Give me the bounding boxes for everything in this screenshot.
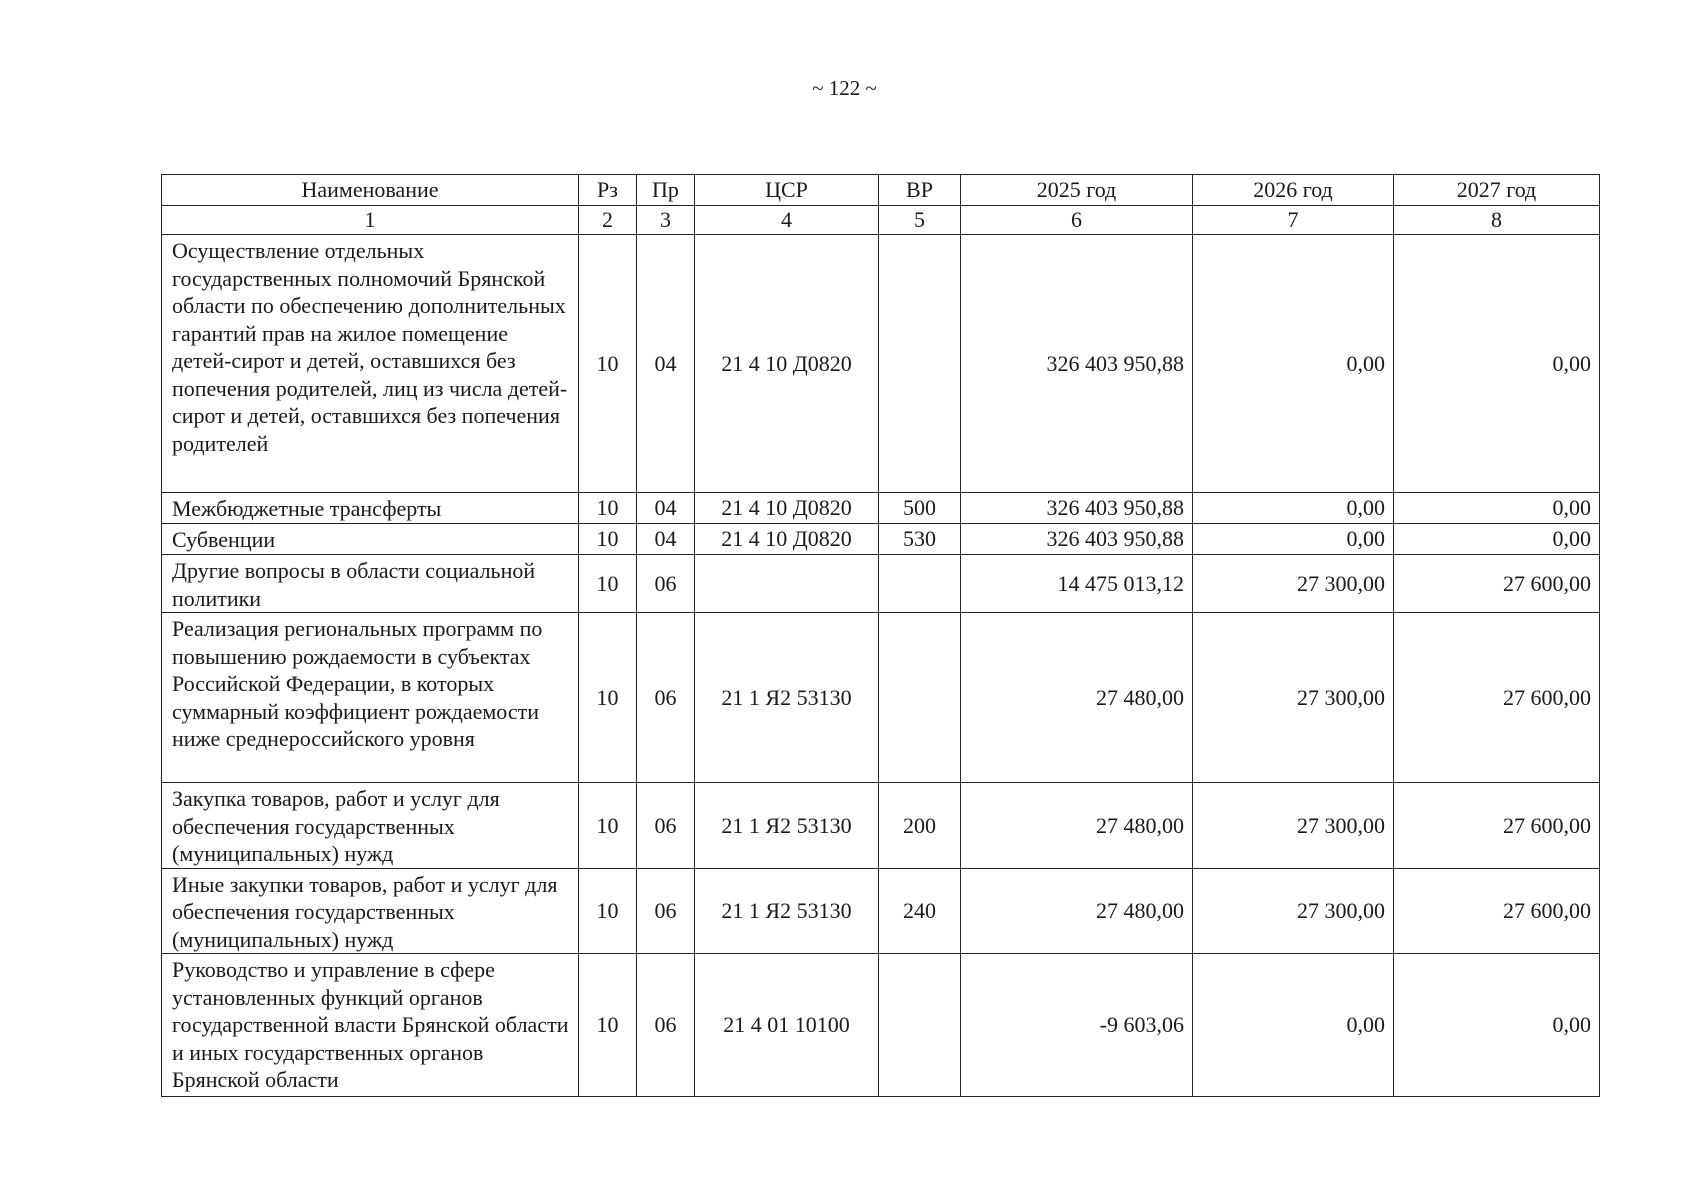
header-row <box>162 175 1600 206</box>
row-rz: 10 <box>579 555 637 613</box>
budget-table <box>161 174 1600 1097</box>
row-pr: 06 <box>637 555 695 613</box>
header-csr: ЦСР <box>695 175 879 206</box>
row-2025: 14 475 013,12 <box>961 555 1193 613</box>
row-rz: 10 <box>579 868 637 954</box>
column-number-row <box>162 206 1600 235</box>
row-rz: 10 <box>579 954 637 1097</box>
column-number: 4 <box>695 206 879 235</box>
header-name: Наименование <box>162 175 579 206</box>
row-2026: 27 300,00 <box>1193 868 1394 954</box>
row-2027: 27 600,00 <box>1394 868 1600 954</box>
row-rz: 10 <box>579 235 637 493</box>
column-number: 1 <box>162 206 579 235</box>
row-csr: 21 1 Я2 53130 <box>695 868 879 954</box>
row-rz: 10 <box>579 524 637 555</box>
row-2026: 0,00 <box>1193 235 1394 493</box>
row-2027: 0,00 <box>1394 493 1600 524</box>
row-2027: 0,00 <box>1394 524 1600 555</box>
row-pr: 04 <box>637 524 695 555</box>
row-name: Реализация региональных программ по повышению рождаемости в субъектах Российской Федерации, в которых суммарный коэффициент рождаемости ниже среднероссийского уровня <box>162 613 579 783</box>
row-name: Субвенции <box>162 524 579 555</box>
row-vr: 200 <box>879 783 961 869</box>
row-2026: 27 300,00 <box>1193 555 1394 613</box>
row-csr: 21 4 01 10100 <box>695 954 879 1097</box>
row-2025: 27 480,00 <box>961 868 1193 954</box>
table-row <box>162 555 1600 613</box>
row-pr: 06 <box>637 954 695 1097</box>
row-rz: 10 <box>579 613 637 783</box>
page-number: ~ 122 ~ <box>812 76 877 100</box>
row-2027: 27 600,00 <box>1394 555 1600 613</box>
row-2026: 27 300,00 <box>1193 783 1394 869</box>
row-2027: 27 600,00 <box>1394 783 1600 869</box>
row-vr <box>879 613 961 783</box>
header-2025: 2025 год <box>961 175 1193 206</box>
row-vr <box>879 555 961 613</box>
row-2027: 0,00 <box>1394 954 1600 1097</box>
table-row <box>162 613 1600 783</box>
header-rz: Рз <box>579 175 637 206</box>
row-pr: 06 <box>637 613 695 783</box>
table-row <box>162 954 1600 1097</box>
table-row <box>162 783 1600 869</box>
table-row <box>162 235 1600 493</box>
row-name: Другие вопросы в области социальной политики <box>162 555 579 613</box>
row-2026: 27 300,00 <box>1193 613 1394 783</box>
column-number: 6 <box>961 206 1193 235</box>
row-pr: 04 <box>637 235 695 493</box>
row-name: Межбюджетные трансферты <box>162 493 579 524</box>
row-2026: 0,00 <box>1193 524 1394 555</box>
row-vr: 530 <box>879 524 961 555</box>
row-2026: 0,00 <box>1193 954 1394 1097</box>
column-number: 8 <box>1394 206 1600 235</box>
row-2025: 326 403 950,88 <box>961 524 1193 555</box>
row-csr: 21 1 Я2 53130 <box>695 783 879 869</box>
row-rz: 10 <box>579 783 637 869</box>
row-2025: 326 403 950,88 <box>961 493 1193 524</box>
row-csr: 21 4 10 Д0820 <box>695 235 879 493</box>
table-row <box>162 868 1600 954</box>
table-row <box>162 493 1600 524</box>
row-csr: 21 4 10 Д0820 <box>695 524 879 555</box>
row-vr <box>879 954 961 1097</box>
table-row <box>162 524 1600 555</box>
column-number: 2 <box>579 206 637 235</box>
row-csr <box>695 555 879 613</box>
column-number: 7 <box>1193 206 1394 235</box>
row-2025: -9 603,06 <box>961 954 1193 1097</box>
row-name: Осуществление отдельных государственных полномочий Брянской области по обеспечению дополнительных гарантий прав на жилое помещение детей-сирот и детей, оставшихся без попечения родителей, лиц из числа детей-сирот и детей, оставшихся без попечения родителей <box>162 235 579 493</box>
header-pr: Пр <box>637 175 695 206</box>
header-vr: ВР <box>879 175 961 206</box>
column-number: 3 <box>637 206 695 235</box>
row-pr: 04 <box>637 493 695 524</box>
row-pr: 06 <box>637 868 695 954</box>
row-vr: 500 <box>879 493 961 524</box>
row-csr: 21 4 10 Д0820 <box>695 493 879 524</box>
row-rz: 10 <box>579 493 637 524</box>
row-name: Закупка товаров, работ и услуг для обеспечения государственных (муниципальных) нужд <box>162 783 579 869</box>
row-2025: 27 480,00 <box>961 783 1193 869</box>
row-2025: 27 480,00 <box>961 613 1193 783</box>
row-vr: 240 <box>879 868 961 954</box>
row-pr: 06 <box>637 783 695 869</box>
row-vr <box>879 235 961 493</box>
row-2026: 0,00 <box>1193 493 1394 524</box>
row-name: Руководство и управление в сфере установленных функций органов государственной власти Брянской области и иных государственных органов Брянской области <box>162 954 579 1097</box>
column-number: 5 <box>879 206 961 235</box>
row-csr: 21 1 Я2 53130 <box>695 613 879 783</box>
row-name: Иные закупки товаров, работ и услуг для обеспечения государственных (муниципальных) нужд <box>162 868 579 954</box>
row-2027: 0,00 <box>1394 235 1600 493</box>
header-2026: 2026 год <box>1193 175 1394 206</box>
header-2027: 2027 год <box>1394 175 1600 206</box>
row-2025: 326 403 950,88 <box>961 235 1193 493</box>
row-2027: 27 600,00 <box>1394 613 1600 783</box>
